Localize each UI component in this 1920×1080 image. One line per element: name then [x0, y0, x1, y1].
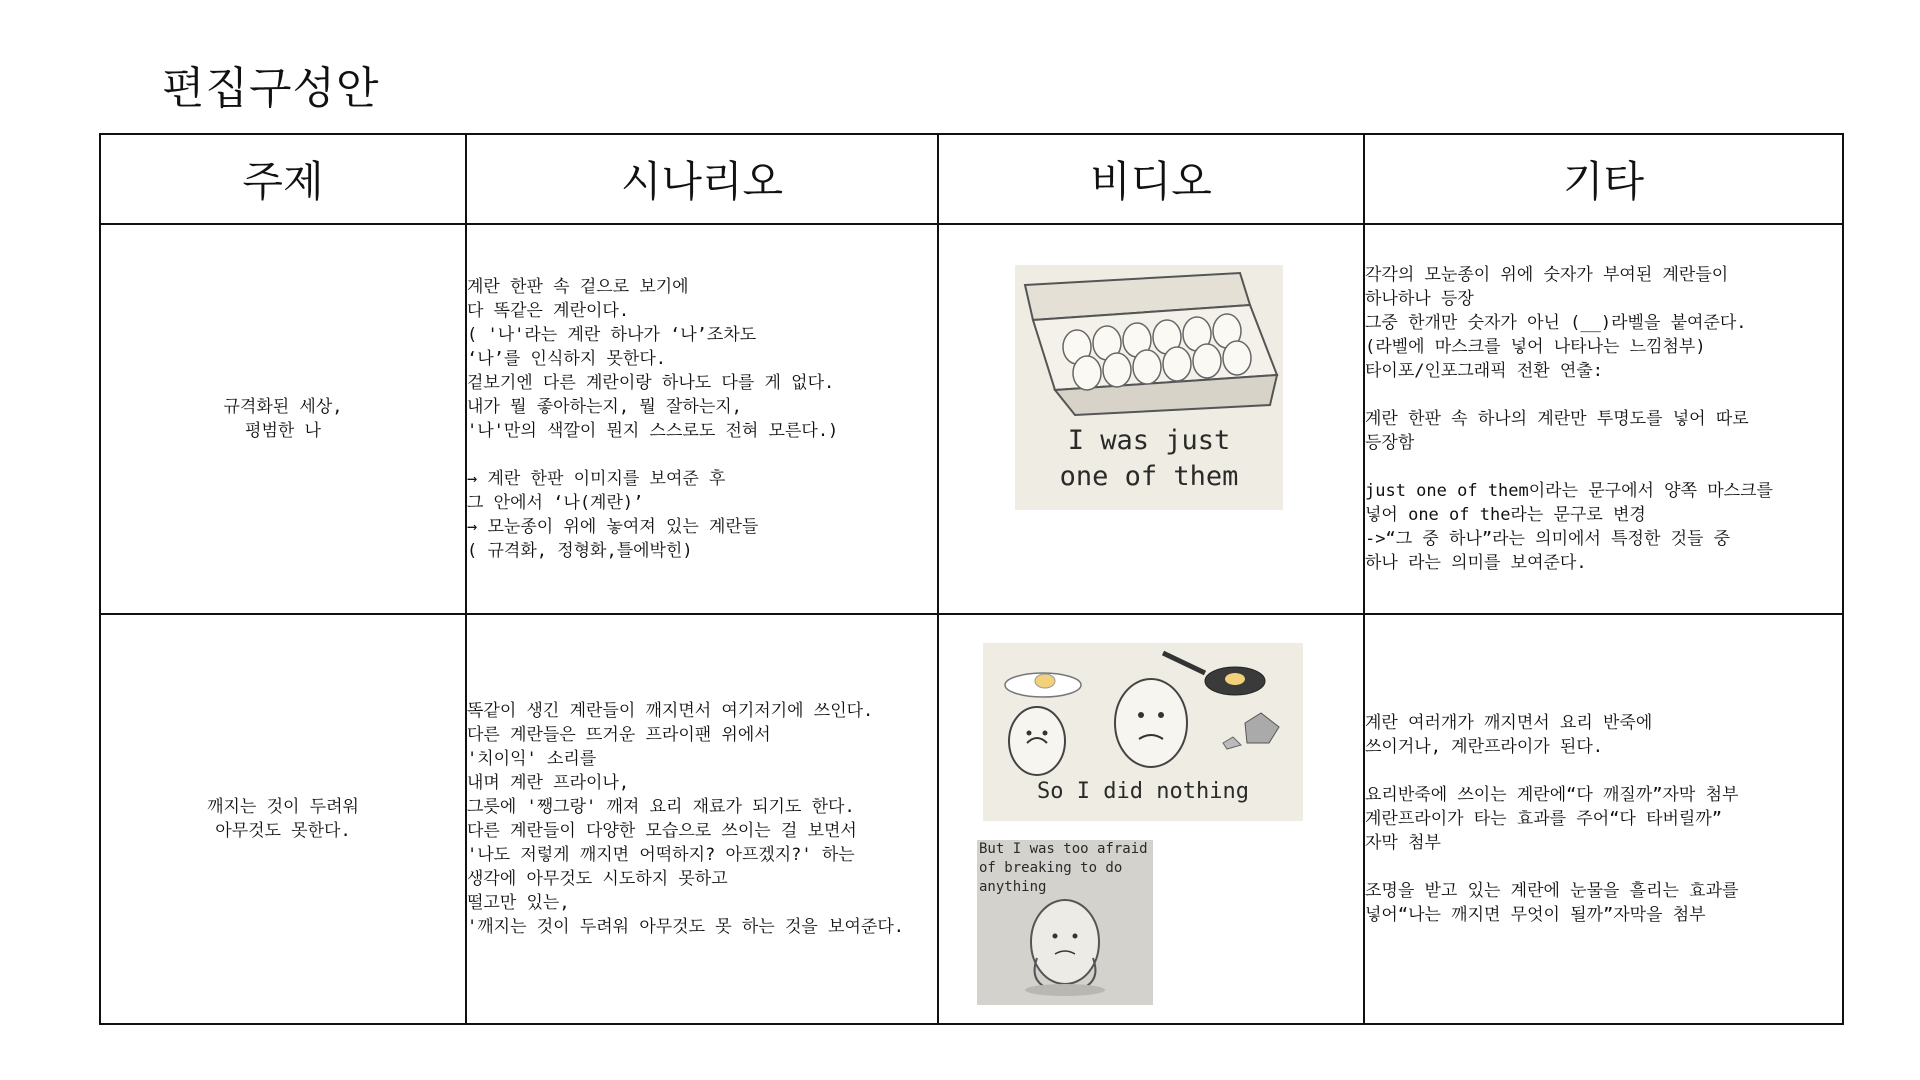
editing-plan-table — [99, 133, 1844, 1025]
other-cell: 계란 여러개가 깨지면서 요리 반죽에 쓰이거나, 계란프라이가 된다. 요리반죽에 쓰이는 계란에“다 깨질까”자막 첨부 계란프라이가 타는 효과를 주어“다 타버릴까” 자막 첨부 조명을 받고 있는 계란에 눈물을 흘리는 효과를 넣어“나는 깨지면 무엇이 될까”자막을 첨부 — [1364, 614, 1843, 1024]
did-nothing-caption: So I did nothing — [1037, 779, 1249, 804]
header-scenario: 시나리오 — [466, 134, 938, 224]
header-video: 비디오 — [938, 134, 1364, 224]
afraid-egg-image — [977, 840, 1153, 1005]
afraid-caption: But I was too afraid of breaking to do anything — [979, 841, 1148, 895]
scenario-cell: 똑같이 생긴 계란들이 깨지면서 여기저기에 쓰인다. 다른 계란들은 뜨거운 프라이팬 위에서 '치이익' 소리를 내며 계란 프라이나, 그릇에 '쨍그랑' 깨져 요리 재료가 되기도 한다. 다른 계란들이 다양한 모습으로 쓰이는 걸 보면서 '나도 저렇게 깨지면 어떡하지? 아프겠지?' 하는 생각에 아무것도 시도하지 못하고 떨고만 있는, '깨지는 것이 두려워 아무것도 못 하는 것을 보여준다. — [466, 614, 938, 1024]
topic-cell: 깨지는 것이 두려워 아무것도 못한다. — [100, 614, 466, 1024]
table-row — [100, 224, 1843, 614]
scenario-cell: 계란 한판 속 겉으로 보기에 다 똑같은 계란이다. ( '나'라는 계란 하나가 ‘나’조차도 ‘나’를 인식하지 못한다. 겉보기엔 다른 계란이랑 하나도 다를 게 없다. 내가 뭘 좋아하는지, 뭘 잘하는지, '나'만의 색깔이 뭔지 스스로도 전혀 모른다.) → 계란 한판 이미지를 보여준 후 그 안에서 ‘나(계란)’ → 모눈종이 위에 놓여져 있는 계란들 ( 규격화, 정형화,틀에박힌) — [466, 224, 938, 614]
video-cell — [938, 614, 1364, 1024]
page-title: 편집구성안 — [162, 63, 380, 114]
header-topic: 주제 — [100, 134, 466, 224]
topic-cell: 규격화된 세상, 평범한 나 — [100, 224, 466, 614]
header-other: 기타 — [1364, 134, 1843, 224]
other-cell: 각각의 모눈종이 위에 숫자가 부여된 계란들이 하나하나 등장 그중 한개만 숫자가 아닌 (__)라벨을 붙여준다. (라벨에 마스크를 넣어 나타나는 느낌첨부) 타이포/인포그래픽 전환 연출: 계란 한판 속 하나의 계란만 투명도를 넣어 따로 등장함 just one of them이라는 문구에서 양쪽 마스크를 넣어 one of the라는 문구로 변경 ->“그 중 하나”라는 의미에서 특정한 것들 중 하나 라는 의미를 보여준다. — [1364, 224, 1843, 614]
video-cell — [938, 224, 1364, 614]
table-row — [100, 614, 1843, 1024]
egg-carton-caption: I was just one of them — [1059, 425, 1239, 492]
header-row — [100, 134, 1843, 224]
eggs-did-nothing-image — [983, 643, 1303, 821]
egg-carton-image — [1015, 265, 1283, 510]
